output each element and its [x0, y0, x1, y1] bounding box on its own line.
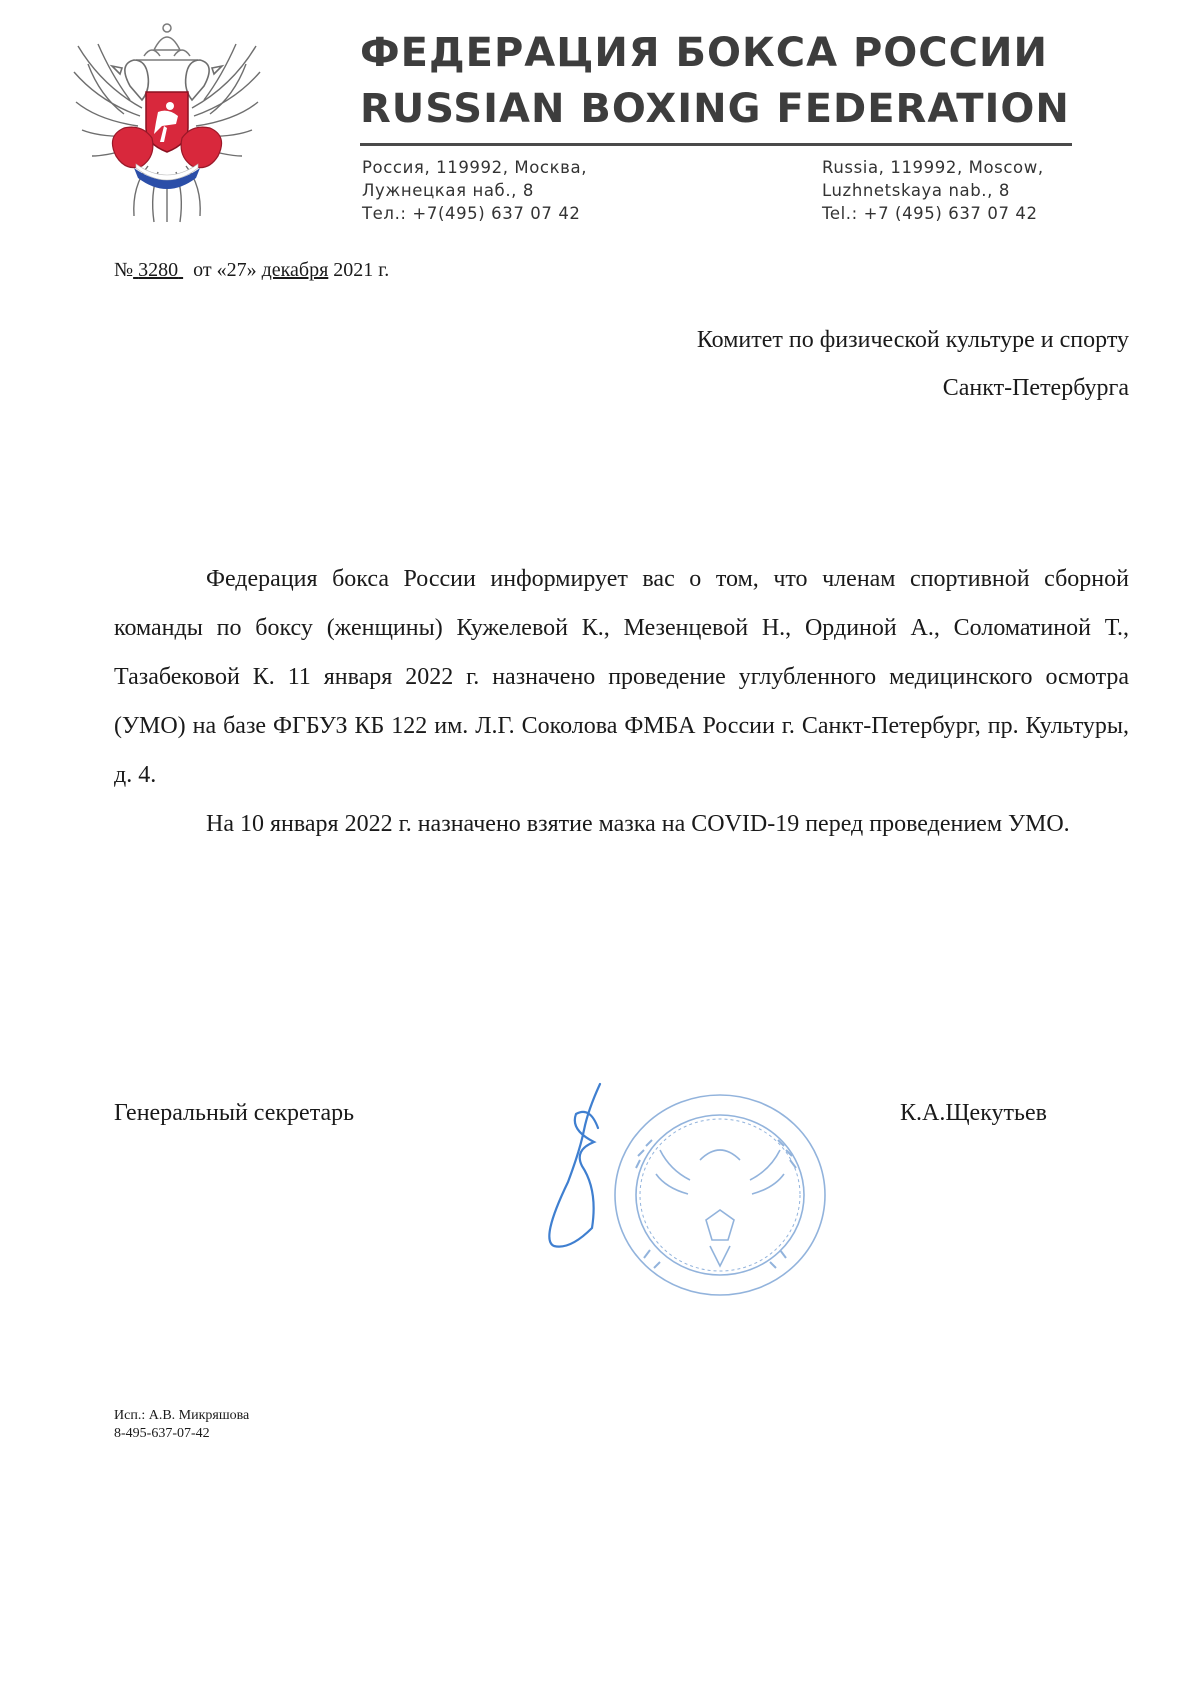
- address-en-line: Tel.: +7 (495) 637 07 42: [822, 204, 1038, 223]
- date-day: «27»: [216, 259, 257, 281]
- emblem-icon: [72, 16, 262, 226]
- body-paragraph: Федерация бокса России информирует вас о том, что членам спортивной сборной команды по боксу (женщины) Кужелевой К., Мезенцевой Н., Ординой А., Соломатиной Т., Тазабековой К. 11 января 2022 г. назначено проведение углубленного медицинского осмотра (УМО) на базе ФГБУЗ КБ 122 им. Л.Г. Соколова ФМБА России г. Санкт-Петербург, пр. Культуры, д. 4.: [114, 566, 1129, 788]
- recipient-line: Санкт-Петербурга: [942, 375, 1129, 401]
- date-year: 2021 г.: [333, 259, 390, 281]
- date-month: декабря: [261, 259, 329, 281]
- recipient-block: [697, 316, 1129, 412]
- letter-body: [114, 555, 1129, 849]
- address-en-line: Russia, 119992, Moscow,: [822, 158, 1044, 177]
- address-ru-line: Россия, 119992, Москва,: [362, 158, 588, 177]
- letterhead-divider: [360, 143, 1072, 146]
- address-ru: [362, 156, 587, 225]
- document-number-date: [114, 259, 389, 282]
- org-name-en: RUSSIAN BOXING FEDERATION: [360, 86, 1070, 132]
- executor-phone: 8-495-637-07-42: [114, 1426, 210, 1441]
- address-ru-line: Лужнецкая наб., 8: [362, 181, 534, 200]
- executor-name: Исп.: А.В. Микряшова: [114, 1408, 250, 1423]
- date-prefix: от: [193, 259, 212, 281]
- seal-and-signature-icon: [540, 1070, 830, 1310]
- body-paragraph: На 10 января 2022 г. назначено взятие мазка на COVID-19 перед проведением УМО.: [206, 811, 1070, 837]
- number-prefix: №: [114, 259, 134, 281]
- executor-info: [114, 1407, 249, 1443]
- address-en: [822, 156, 1044, 225]
- org-name-ru: ФЕДЕРАЦИЯ БОКСА РОССИИ: [360, 30, 1048, 76]
- recipient-line: Комитет по физической культуре и спорту: [696, 327, 1129, 353]
- address-ru-line: Тел.: +7(495) 637 07 42: [362, 204, 581, 223]
- document-number: 3280: [138, 259, 179, 281]
- address-en-line: Luzhnetskaya nab., 8: [822, 181, 1010, 200]
- handwritten-signature-icon: [549, 1084, 600, 1247]
- signatory-name: К.А.Щекутьев: [900, 1100, 1047, 1126]
- round-seal-icon: [615, 1095, 825, 1295]
- signatory-title: Генеральный секретарь: [114, 1100, 355, 1126]
